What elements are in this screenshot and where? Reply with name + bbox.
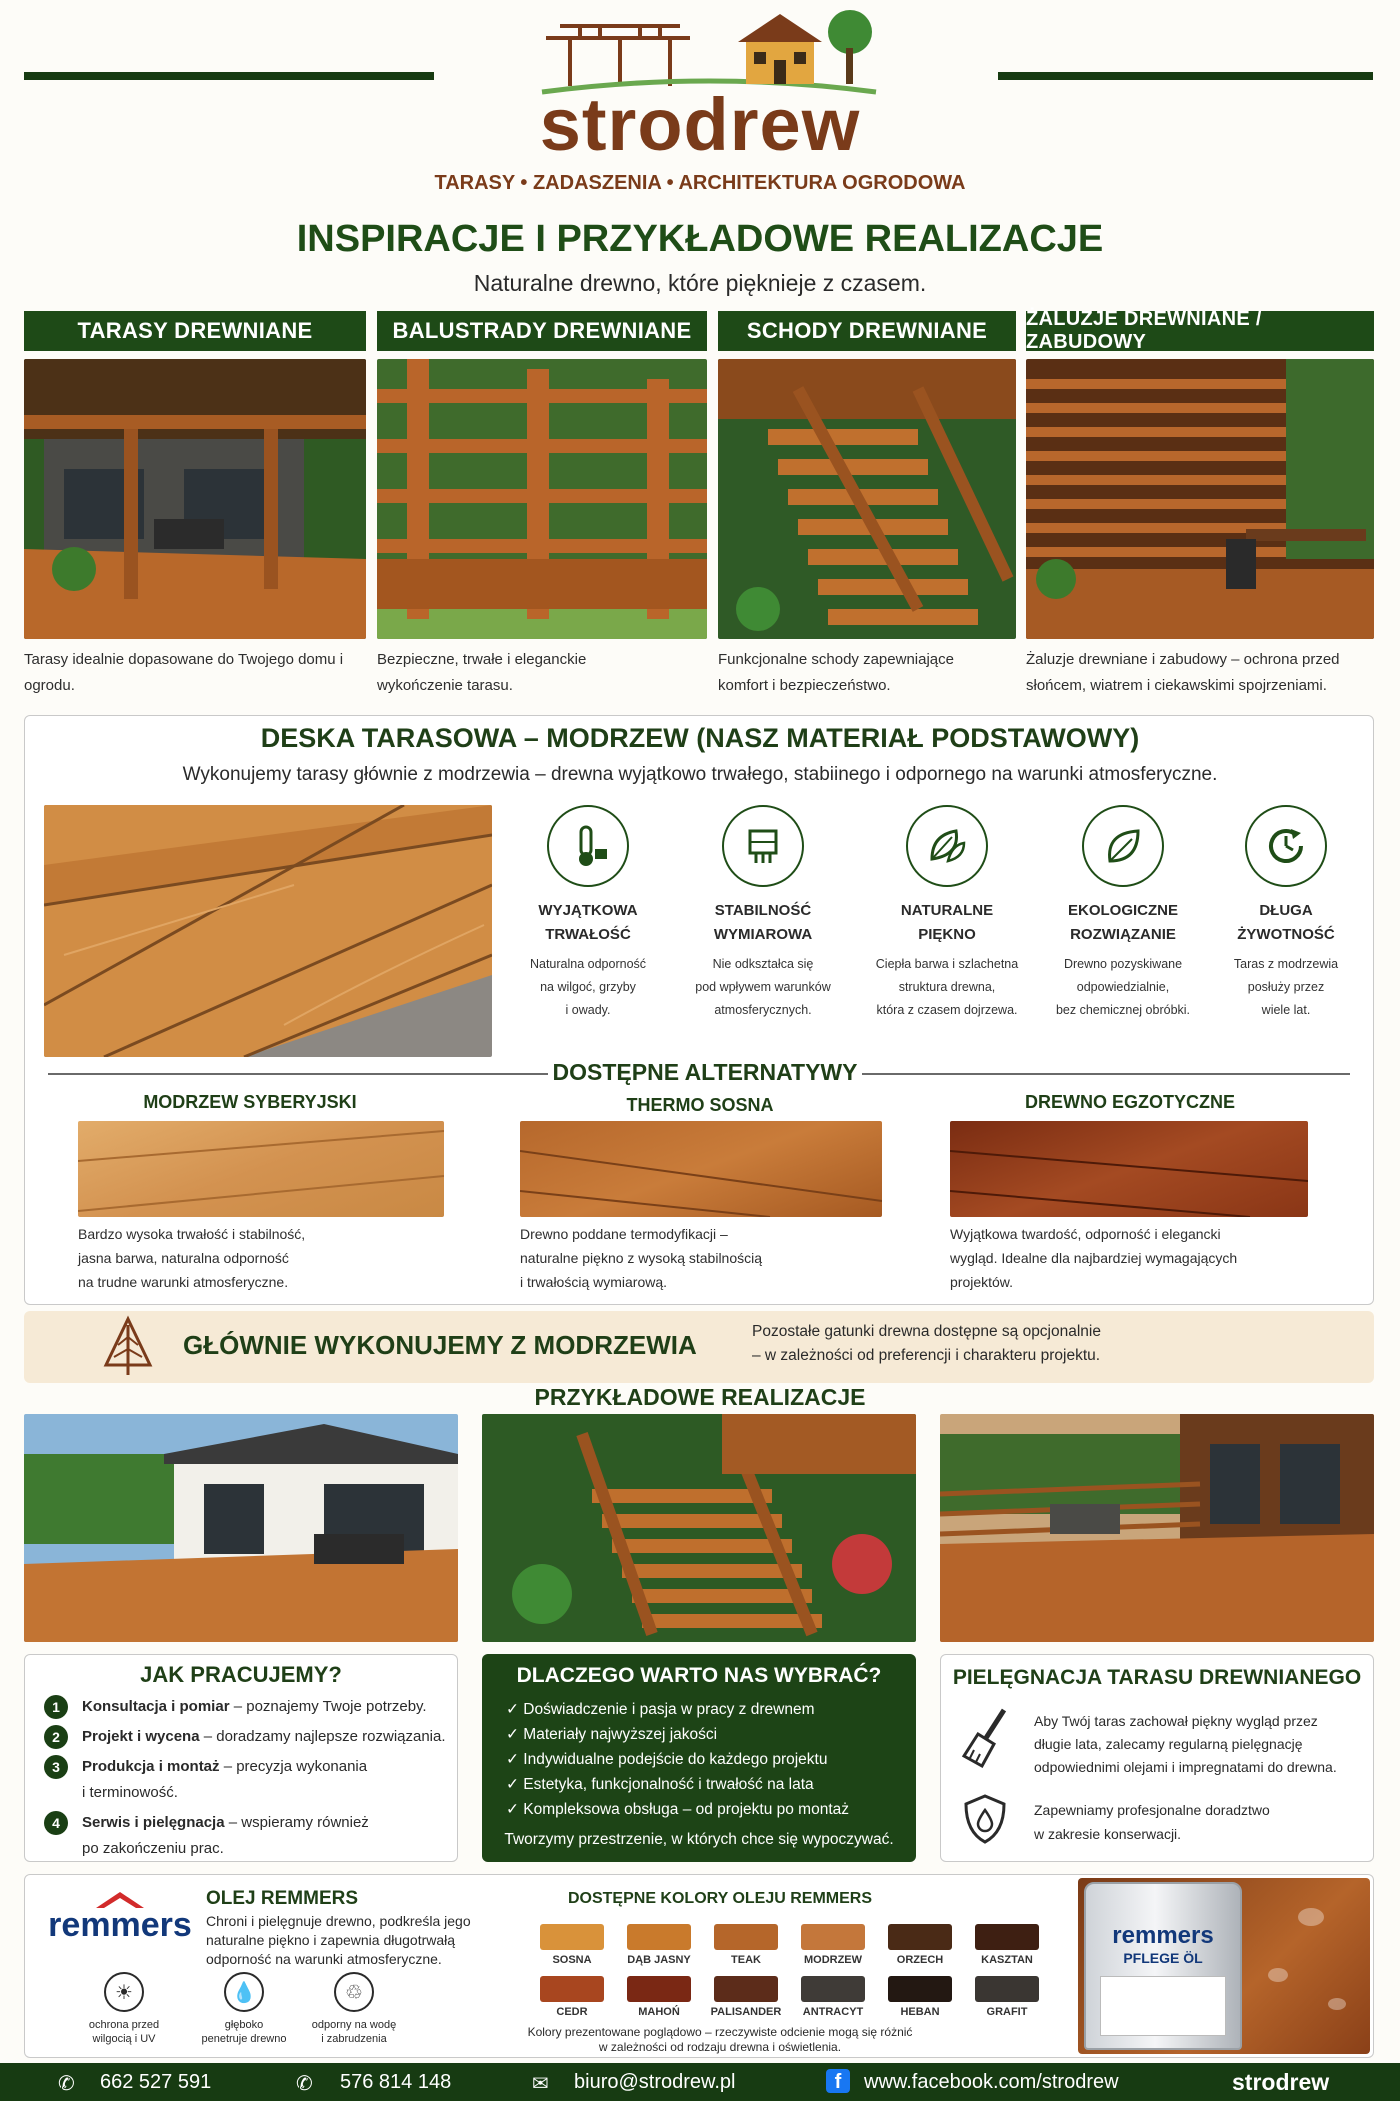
color-swatch [801, 1924, 865, 1950]
category-caption-stairs: Funkcjonalne schody zapewniające komfort i bezpieczeństwo. [718, 651, 954, 694]
brush-icon [960, 1704, 1012, 1774]
color-swatch [975, 1924, 1039, 1950]
phone-link-2[interactable]: 576 814 148 [340, 2071, 452, 2093]
color-swatch [540, 1924, 604, 1950]
material-subtitle: Wykonujemy tarasy głównie z modrzewia – drewna wyjątkowo trwałego, stabiinego i odpornego na warunki atmosferyczne. [182, 764, 1218, 785]
category-caption-railings: Bezpieczne, trwałe i eleganckie wykończenie tarasu. [377, 651, 587, 694]
category-title-terraces: TARASY DREWNIANE [24, 311, 366, 351]
color-swatch [975, 1976, 1039, 2002]
color-swatch-label: HEBAN [900, 2006, 940, 2018]
process-step: 2 Projekt i wycena – doradzamy najlepsze rozwiązania. [44, 1724, 446, 1750]
alt-title-exotic: DREWNO EGZOTYCZNE [1025, 1092, 1235, 1112]
plank-siberian [78, 1121, 444, 1217]
color-swatch [714, 1976, 778, 2002]
oil-benefit: 💧 głęboko penetruje drewno [194, 1972, 294, 2046]
louvre-photo [1026, 359, 1374, 639]
feature-desc: Naturalna odporność na wilgoć, grzyby i owady. [529, 957, 647, 1017]
alt-title-siberian: MODRZEW SYBERYJSKI [143, 1092, 357, 1112]
header-rule-left [24, 72, 434, 80]
alternatives-rule-right [862, 1073, 1350, 1075]
oil-benefit: ♲ odporny na wodę i zabrudzenia [304, 1972, 404, 2046]
footer-bar [0, 2063, 1400, 2101]
banner-note: Pozostałe gatunki drewna dostępne są opcjonalnie – w zależności od preferencji i charakteru projektu. [752, 1323, 1101, 1364]
phone-icon: ✆ [296, 2073, 313, 2095]
measure-icon [722, 805, 804, 887]
feature-title: DŁUGA ŻYWOTNOŚĆ [1237, 902, 1335, 943]
water-dirt-icon: ♲ [334, 1972, 374, 2012]
category-title-railings: BALUSTRADY DREWNIANE [377, 311, 707, 351]
color-swatch [627, 1924, 691, 1950]
why-item: ✓ Estetyka, funkcjonalność i trwałość na lata [506, 1772, 849, 1797]
feature-longevity [1206, 805, 1366, 1022]
alt-desc-exotic: Wyjątkowa twardość, odporność i elegancki wygląd. Idealne dla najbardziej wymagających projektów. [950, 1226, 1238, 1290]
why-list [506, 1697, 849, 1822]
color-swatch [540, 1976, 604, 2002]
why-footer: Tworzymy przestrzenie, w których chce się wypoczywać. [504, 1831, 894, 1848]
care-title: PIELĘGNACJA TARASU DREWNIANEGO [952, 1666, 1362, 1689]
header-rule-right [998, 72, 1373, 80]
color-swatch-label: MAHOŃ [638, 2006, 680, 2018]
plank-thermo [520, 1121, 882, 1217]
feature-desc: Taras z modrzewia posłuży przez wiele lat. [1233, 957, 1339, 1017]
feature-title: EKOLOGICZNE ROZWIĄZANIE [1067, 902, 1178, 943]
color-swatch-label: DĄB JASNY [627, 1954, 691, 1966]
examples-title: PRZYKŁADOWE REALIZACJE [534, 1384, 866, 1410]
color-swatch-label: CEDR [556, 2006, 588, 2018]
feature-durability [508, 805, 668, 1022]
color-swatch-label: PALISANDER [710, 2006, 782, 2018]
feature-title: NATURALNE PIĘKNO [900, 902, 994, 943]
stairs-photo [718, 359, 1016, 639]
oil-title: OLEJ REMMERS [206, 1888, 359, 1909]
why-item: ✓ Doświadczenie i pasja w pracy z drewnem [506, 1697, 849, 1722]
oil-benefit: ☀ ochrona przed wilgocią i UV [74, 1972, 174, 2046]
feature-stability [683, 805, 843, 1022]
feature-ecology [1043, 805, 1203, 1022]
terrace-photo [24, 359, 366, 639]
color-swatch [801, 1976, 865, 2002]
colors-title: DOSTĘPNE KOLORY OLEJU REMMERS [567, 1890, 873, 1907]
page-title: INSPIRACJE I PRZYKŁADOWE REALIZACJE [296, 218, 1104, 260]
oil-can: remmers PFLEGE ÖL [1084, 1882, 1242, 2050]
larch-deck-photo [44, 805, 492, 1057]
alternatives-rule-left [48, 1073, 548, 1075]
why-item: ✓ Kompleksowa obsługa – od projektu po montaż [506, 1797, 849, 1822]
process-title: JAK PRACUJEMY? [140, 1662, 342, 1687]
clock-icon [1245, 805, 1327, 887]
feature-desc: Drewno pozyskiwane odpowiedzialnie, bez chemicznej obróbki. [1055, 957, 1191, 1017]
color-swatch-label: MODRZEW [803, 1954, 863, 1966]
example-photo-stairs [482, 1414, 916, 1642]
feature-beauty [867, 805, 1027, 1022]
color-swatch [888, 1924, 952, 1950]
railing-photo [377, 359, 707, 639]
alt-title-thermo: THERMO SOSNA [626, 1095, 774, 1115]
footer-brand: strodrew [1232, 2069, 1330, 2095]
shield-drop-icon [960, 1792, 1010, 1846]
brand-name: strodrew [539, 83, 861, 166]
example-photo-house-terrace [24, 1414, 458, 1642]
drop-penetrate-icon: 💧 [224, 1972, 264, 2012]
facebook-link[interactable]: www.facebook.com/strodrew [864, 2071, 1119, 2093]
color-swatch-label: ORZECH [896, 1954, 944, 1966]
phone-link-1[interactable]: 662 527 591 [100, 2071, 212, 2093]
banner-title: GŁÓWNIE WYKONUJEMY Z MODRZEWIA [183, 1330, 697, 1360]
eco-leaf-icon [1082, 805, 1164, 887]
feature-desc: Nie odkształca się pod wpływem warunków atmosferycznych. [695, 957, 831, 1017]
material-title: DESKA TARASOWA – MODRZEW (NASZ MATERIAŁ PODSTAWOWY) [260, 723, 1140, 753]
facebook-icon: f [826, 2069, 850, 2093]
feature-desc: Ciepła barwa i szlachetna struktura drewna, która z czasem dojrzewa. [875, 957, 1019, 1017]
why-item: ✓ Indywidualne podejście do każdego projektu [506, 1747, 849, 1772]
why-item: ✓ Materiały najwyższej jakości [506, 1722, 849, 1747]
email-link[interactable]: biuro@strodrew.pl [574, 2071, 736, 2093]
oil-desc: Chroni i pielęgnuje drewno, podkreśla jego naturalne piękno i zapewnia długotrwałą odporność na warunki atmosferyczne. [206, 1913, 471, 1967]
color-swatch-label: KASZTAN [981, 1954, 1033, 1966]
color-swatch-label: TEAK [731, 1954, 761, 1966]
category-caption-louvres: Żaluzje drewniane i zabudowy – ochrona przed słońcem, wiatrem i ciekawskimi spojrzeniami. [1026, 651, 1340, 694]
mail-icon: ✉ [532, 2073, 549, 2095]
remmers-logo: remmers [40, 1890, 200, 1946]
phone-icon: ✆ [58, 2073, 75, 2095]
color-swatch [627, 1976, 691, 2002]
oil-can-image [1078, 1878, 1370, 2054]
sun-shield-icon: ☀ [104, 1972, 144, 2012]
tree-icon [98, 1315, 158, 1379]
care-text: Aby Twój taras zachował piękny wygląd przez długie lata, zalecamy regularną pielęgnację odpowiednimi olejami i impregnatami do drewna. [1034, 1713, 1337, 1775]
category-title-louvres: ŻALUZJE DREWNIANE / ZABUDOWY [1026, 311, 1374, 351]
feature-title: WYJĄTKOWA TRWAŁOŚĆ [538, 902, 638, 943]
alt-desc-siberian: Bardzo wysoka trwałość i stabilność, jasna barwa, naturalna odporność na trudne warunki atmosferyczne. [78, 1226, 306, 1290]
care-advice: Zapewniamy profesjonalne doradztwo w zakresie konserwacji. [1034, 1802, 1270, 1842]
colors-note: Kolory prezentowane poglądowo – rzeczywiste odcienie mogą się różnić w zależności od rodzaju drewna i oświetlenia. [527, 2025, 913, 2054]
why-title: DLACZEGO WARTO NAS WYBRAĆ? [516, 1664, 882, 1687]
process-step: 1 Konsultacja i pomiar – poznajemy Twoje potrzeby. [44, 1694, 427, 1720]
plank-exotic [950, 1121, 1308, 1217]
page-subtitle: Naturalne drewno, które pięknieje z czasem. [473, 270, 927, 296]
process-step: 3 Produkcja i montaż – precyzja wykonania i terminowość. [44, 1754, 367, 1806]
alt-desc-thermo: Drewno poddane termodyfikacji – naturalne piękno z wysoką stabilnością i trwałością wymiarową. [520, 1226, 763, 1290]
category-title-stairs: SCHODY DREWNIANE [718, 311, 1016, 351]
alternatives-title: DOSTĘPNE ALTERNATYWY [552, 1059, 858, 1085]
color-swatch [888, 1976, 952, 2002]
category-caption-terraces: Tarasy idealnie dopasowane do Twojego domu i ogrodu. [24, 651, 344, 694]
color-swatch-label: SOSNA [552, 1954, 592, 1966]
leaf-icon [906, 805, 988, 887]
color-swatch [714, 1924, 778, 1950]
brand-tagline: TARASY • ZADASZENIA • ARCHITEKTURA OGRODOWA [434, 172, 966, 194]
example-photo-deck [940, 1414, 1374, 1642]
thermometer-icon [547, 805, 629, 887]
color-swatch-label: ANTRACYT [802, 2006, 864, 2018]
process-step: 4 Serwis i pielęgnacja – wspieramy również po zakończeniu prac. [44, 1810, 369, 1862]
color-swatch-label: GRAFIT [986, 2006, 1028, 2018]
feature-title: STABILNOŚĆ WYMIAROWA [713, 902, 813, 943]
